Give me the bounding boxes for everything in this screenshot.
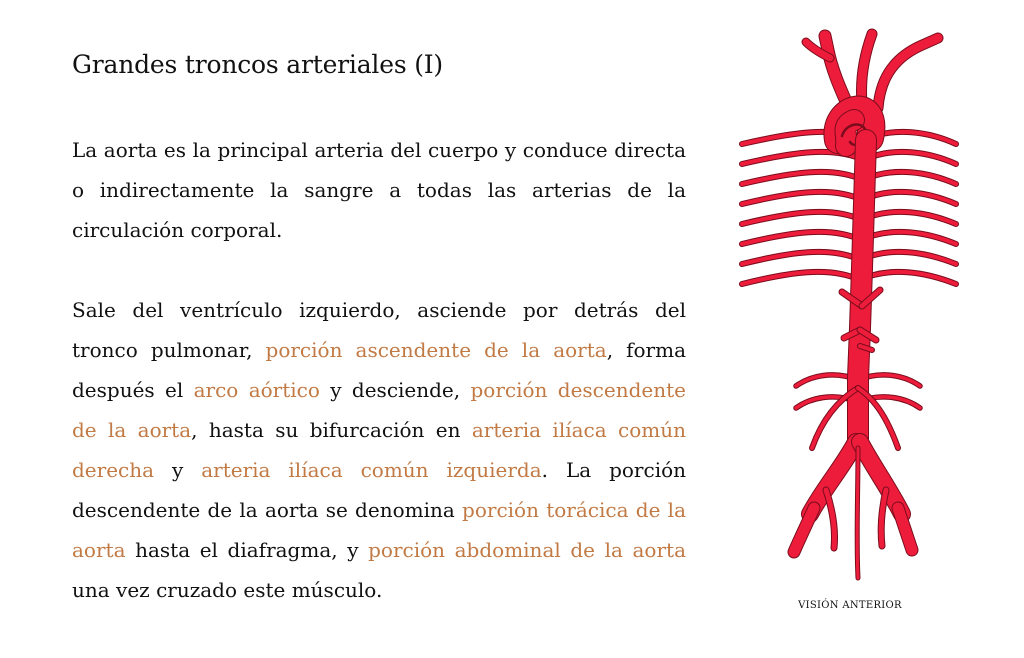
text-segment: una vez cruzado este músculo. [72,578,383,602]
text-segment: y [154,458,202,482]
paragraph-description [72,290,686,610]
intercostal-artery-left-side [860,272,956,284]
term-ascending-aorta: porción ascendente de la aorta [265,338,607,362]
text-segment: , forma después el [72,338,687,402]
median-sacral-artery [857,448,858,578]
illustration-caption: VISIÓN ANTERIOR [798,600,902,611]
text-segment: hasta el diafragma, y [125,538,369,562]
paragraph-intro: La aorta es la principal arteria del cuerpo y conduce directa o indirectamente la sangre a todas las arterias de la circulación corporal. [72,138,686,242]
term-left-common-iliac: arteria ilíaca común izquierda [201,458,542,482]
text-segment: . La porción descendente de la aorta se denomina [72,458,687,522]
left-subclavian-artery [878,38,938,108]
text-segment: , hasta su bifurcación en [191,418,472,442]
left-internal-iliac-artery [881,490,886,546]
text-segment: Sale del ventrículo izquierdo, asciende por detrás del tronco pulmonar, [72,298,686,362]
text-column [72,130,686,610]
page-title: Grandes troncos arteriales (I) [72,50,443,79]
descending-aorta [858,140,866,448]
term-abdominal-aorta: porción abdominal de la aorta [368,538,686,562]
aorta-illustration [730,28,970,588]
term-thoracic-aorta: porción torácica de la aorta [72,498,686,562]
text-segment: y desciende, [319,378,471,402]
term-aortic-arch: arco aórtico [193,378,320,402]
artery-group [742,34,956,578]
term-descending-aorta: porción descendente de la aorta [72,378,686,442]
term-right-common-iliac: arteria ilíaca común derecha [72,418,686,482]
